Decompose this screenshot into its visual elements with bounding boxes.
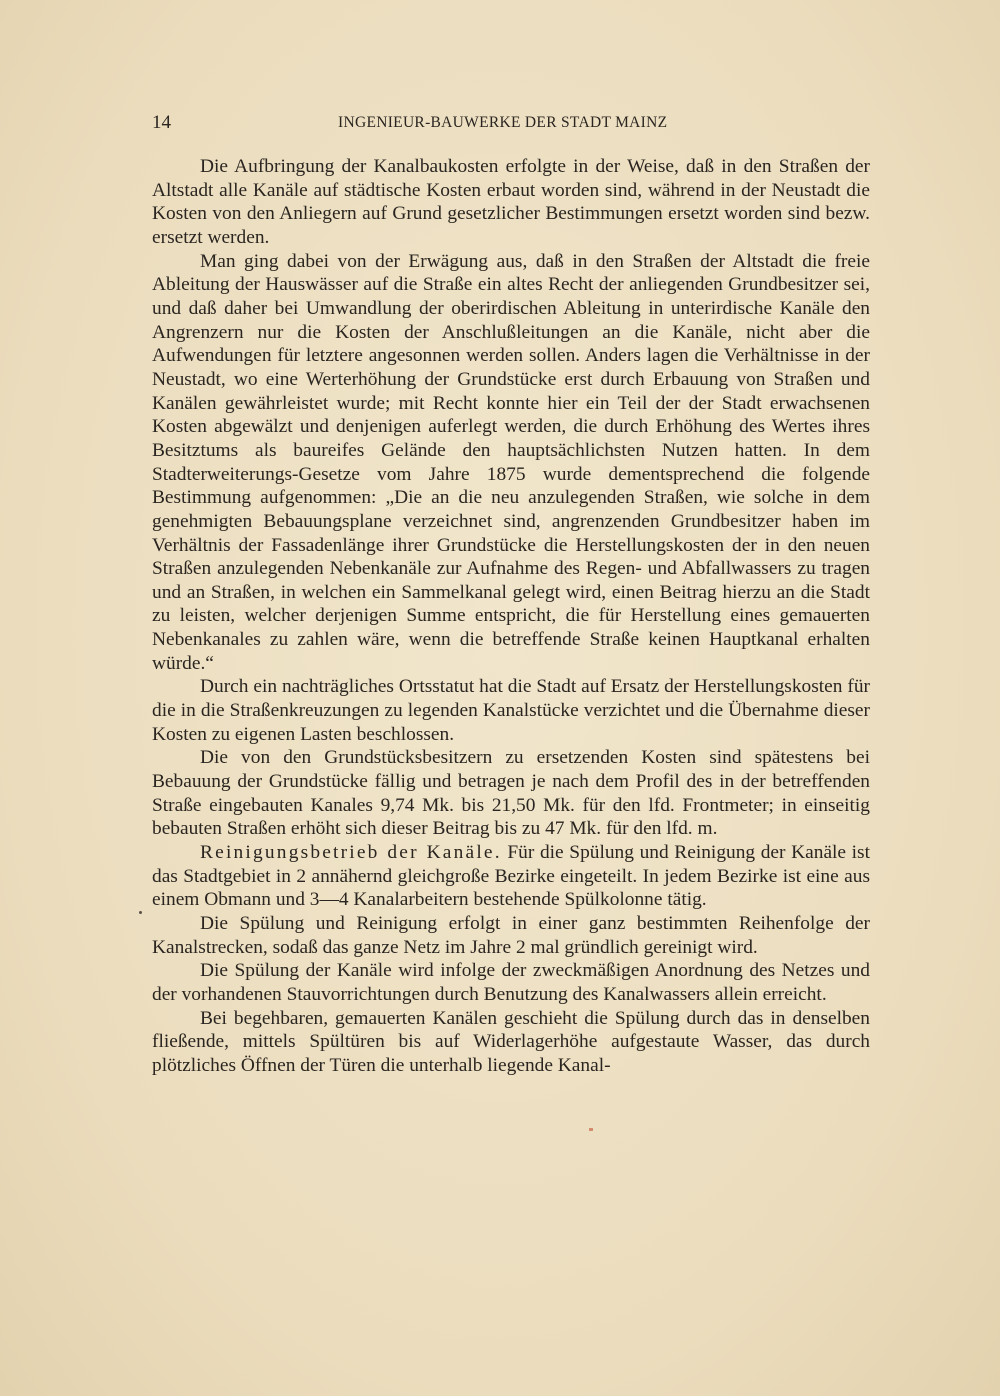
running-title: INGENIEUR-BAUWERKE DER STADT MAINZ <box>338 114 668 131</box>
paragraph-cleaning-text: Für die Spülung und Reinigung der Kanäle ist das Stadtgebiet in 2 annähernd gleichgroße Bezirke eingeteilt. In jedem Bezirke ist eine aus einem Obmann und 3—4 Kanalarbeitern bestehende Spülkolonne tätig. <box>152 842 870 911</box>
section-heading: Reinigungsbetrieb der Kanäle. <box>200 842 502 864</box>
paragraph-flushing-method: Die Spülung der Kanäle wird infolge der zweckmäßigen Anordnung des Netzes und der vorhandenen Stauvorrichtungen durch Benutzung des Kanalwassers allein erreicht. <box>152 960 870 1005</box>
page-header <box>152 112 870 136</box>
paragraph-reasoning: Man ging dabei von der Erwägung aus, daß in den Straßen der Altstadt die freie Ableitung der Hauswässer auf die Straße ein altes Recht der anliegenden Grundbesitzer sei, und daß daher bei Umwandlung der oberirdischen Ableitung in unterirdische Kanäle den Angrenzern nur die Kosten der Anschlußleitungen an die Kanäle, nicht aber die Aufwendungen für letztere angesonnen werden sollen. Anders lagen die Verhältnisse in der Neustadt, wo eine Werterhöhung der Grundstücke erst durch Erbauung von Straßen und Kanälen gewährleistet wurde; mit Recht konnte hier ein Teil der der Stadt erwachsenen Kosten abgewälzt und denjenigen auferlegt werden, die durch Erhöhung des Wertes ihres Besitztums als baureifes Gelände den hauptsächlichsten Nutzen hatten. In dem Stadterweiterungs-Gesetze vom Jahre 1875 wurde dementsprechend die folgende Bestimmung aufgenommen: „Die an die neu anzulegenden Straßen, wie solche in dem genehmigten Bebauungsplane verzeichnet sind, angrenzenden Grundbesitzer haben im Verhältnis der Fassadenlänge ihrer Grundstücke die Herstellungskosten der in den neuen Straßen anzulegenden Nebenkanäle zur Aufnahme des Regen- und Abfallwassers zu tragen und an Straßen, in welchen ein Sammelkanal gelegt wird, einen Beitrag hierzu an die Stadt zu leisten, welcher derjenigen Summe entspricht, die für Herstellung eines gemauerten Nebenkanales zu zahlen wäre, wenn die betreffende Straße keinen Hauptkanal erhalten würde.“ <box>152 250 870 674</box>
body-text <box>152 155 870 1078</box>
paper-stain <box>589 1128 593 1131</box>
paragraph-costs: Die von den Grundstücksbesitzern zu ersetzenden Kosten sind spätestens bei Bebauung der Grundstücke fällig und betragen je nach dem Profil des in der betreffenden Straße eingebauten Kanales 9,74 Mk. bis 21,50 Mk. für den lfd. Frontmeter; in einseitig bebauten Straßen erhöht sich dieser Beitrag bis zu 47 Mk. für den lfd. m. <box>152 747 870 840</box>
page-number: 14 <box>152 112 171 133</box>
paragraph-statute: Durch ein nachträgliches Ortsstatut hat die Stadt auf Ersatz der Herstellungskosten für die in die Straßenkreuzungen zu legenden Kanalstücke verzichtet und die Übernahme dieser Kosten zu eigenen Lasten beschlossen. <box>152 676 870 745</box>
paragraph-flushing-order: Die Spülung und Reinigung erfolgt in einer ganz bestimmten Reihenfolge der Kanalstrecken, sodaß das ganze Netz im Jahre 2 mal gründlich gereinigt wird. <box>152 913 870 958</box>
paragraph-financing: Die Aufbringung der Kanalbaukosten erfolgte in der Weise, daß in den Straßen der Altstadt alle Kanäle auf städtische Kosten erbaut worden sind, während in der Neustadt die Kosten von den Anliegern auf Grund gesetzlicher Bestimmungen ersetzt worden sind bezw. ersetzt werden. <box>152 156 870 248</box>
paragraph-walkable-channels: Bei begehbaren, gemauerten Kanälen geschieht die Spülung durch das in denselben fließende, mittels Spültüren bis auf Widerlagerhöhe aufgestaute Wasser, das durch plötzliches Öffnen der Türen die unterhalb liegende Kanal- <box>152 1007 870 1076</box>
paragraph-cleaning-operation <box>152 841 870 912</box>
stray-ink-mark <box>139 911 142 914</box>
